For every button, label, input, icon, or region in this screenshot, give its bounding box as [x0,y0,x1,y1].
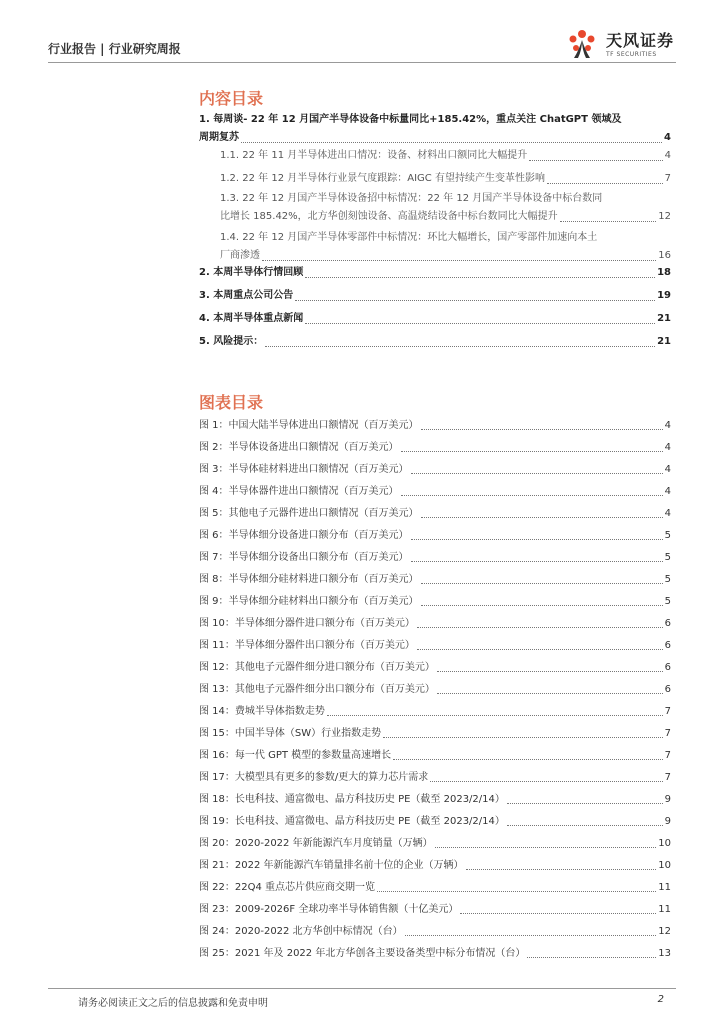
figure-entry-text: 图 10：半导体细分器件进口额分布（百万美元） [199,618,415,629]
toc-entry-text: 1.1. 22 年 11 月半导体进出口情况：设备、材料出口额同比大幅提升 [220,150,528,161]
figure-entry-text: 图 2：半导体设备进出口额情况（百万美元） [199,442,399,453]
figure-entry[interactable] [199,462,671,478]
logo-name-cn: 天风证券 [605,31,674,50]
toc-entry[interactable] [220,190,671,226]
dot-leader [265,345,655,347]
footer-divider [48,988,676,989]
figure-entry[interactable] [199,902,671,918]
figure-entry[interactable] [199,682,671,698]
toc-page-number: 21 [657,336,671,347]
toc-page-number: 19 [657,290,671,301]
toc-entry-text: 1.2. 22 年 12 月半导体行业景气度跟踪：AIGC 有望持续产生变革性影响 [220,173,545,184]
dot-leader [527,956,656,958]
figure-entry-text: 图 12：其他电子元器件细分进口额分布（百万美元） [199,662,435,673]
flower-logo-icon [562,26,602,60]
dot-leader [437,670,663,672]
figure-page-number: 9 [664,794,671,805]
figure-page-number: 6 [664,684,671,695]
toc-entry-line1: 1. 每周谈- 22 年 12 月国产半导体设备中标量同比+185.42%，重点关注 ChatGPT 领域及 [199,114,622,125]
toc-entry[interactable] [199,333,671,351]
dot-leader [421,516,663,518]
toc-entry-text: 3. 本周重点公司公告 [199,290,294,301]
figure-entry[interactable] [199,638,671,654]
dot-leader [421,428,663,430]
figure-page-number: 7 [664,772,671,783]
figure-page-number: 4 [664,442,671,453]
dot-leader [383,736,662,738]
figure-entry-text: 图 1：中国大陆半导体进出口额情况（百万美元） [199,420,419,431]
dot-leader [241,141,662,143]
figure-page-number: 7 [664,706,671,717]
figure-entry[interactable] [199,616,671,632]
figure-page-number: 12 [658,926,671,937]
figure-page-number: 7 [664,728,671,739]
dot-leader [466,868,657,870]
figure-page-number: 11 [658,882,671,893]
figure-entry-text: 图 22：22Q4 重点芯片供应商交期一览 [199,882,376,893]
figure-entry-text: 图 6：半导体细分设备进口额分布（百万美元） [199,530,409,541]
toc-page-number: 18 [657,267,671,278]
figure-entry[interactable] [199,836,671,852]
toc-entry-line2: 厂商渗透 [220,250,260,261]
figure-entry-text: 图 21：2022 年新能源汽车销量排名前十位的企业（万辆） [199,860,464,871]
dot-leader [417,626,663,628]
toc-entry-text: 4. 本周半导体重点新闻 [199,313,304,324]
dot-leader [411,560,663,562]
figure-entry[interactable] [199,814,671,830]
dot-leader [405,934,657,936]
company-logo [562,26,674,60]
figure-entry[interactable] [199,550,671,566]
figure-entry[interactable] [199,880,671,896]
dot-leader [529,159,662,161]
figure-entry[interactable] [199,594,671,610]
figure-page-number: 5 [664,552,671,563]
figure-page-number: 10 [658,838,671,849]
report-category: 行业报告 | 行业研究周报 [48,42,181,56]
figure-entry[interactable] [199,924,671,940]
disclaimer: 请务必阅读正文之后的信息披露和免责申明 [78,998,268,1009]
figure-entry[interactable] [199,506,671,522]
figure-entry-text: 图 14：费城半导体指数走势 [199,706,325,717]
dot-leader [437,692,663,694]
figure-entry[interactable] [199,572,671,588]
dot-leader [560,220,657,222]
dot-leader [401,450,663,452]
toc-entry[interactable] [220,170,671,188]
toc-entry-text: 2. 本周半导体行情回顾 [199,267,304,278]
figure-page-number: 7 [664,750,671,761]
figure-entry[interactable] [199,528,671,544]
dot-leader [421,604,663,606]
toc-page-number: 16 [658,250,671,261]
page-number: 2 [657,994,664,1005]
toc-page-number: 4 [664,150,671,161]
dot-leader [547,182,663,184]
figure-entry-text: 图 16：每一代 GPT 模型的参数量高速增长 [199,750,392,761]
dot-leader [305,322,655,324]
dot-leader [262,259,656,261]
toc-entry[interactable] [199,310,671,328]
figures-heading: 图表目录 [199,393,264,412]
figure-page-number: 5 [664,574,671,585]
figure-page-number: 4 [664,486,671,497]
toc-entry-line1: 1.4. 22 年 12 月国产半导体零部件中标情况：环比大幅增长，国产零部件加速向本土 [220,232,598,243]
figure-page-number: 4 [664,420,671,431]
toc-entry[interactable] [220,147,671,165]
logo-name-en: TF SECURITIES [605,51,657,58]
figure-entry-text: 图 4：半导体器件进出口额情况（百万美元） [199,486,399,497]
figure-entry-text: 图 13：其他电子元器件细分出口额分布（百万美元） [199,684,435,695]
figure-page-number: 13 [658,948,671,959]
figure-entry[interactable] [199,726,671,742]
figure-page-number: 11 [658,904,671,915]
figure-entry[interactable] [199,660,671,676]
figure-entry-text: 图 3：半导体硅材料进出口额情况（百万美元） [199,464,409,475]
dot-leader [411,538,663,540]
toc-entry[interactable] [199,287,671,305]
figure-entry-text: 图 11：半导体细分器件出口额分布（百万美元） [199,640,415,651]
figure-page-number: 6 [664,662,671,673]
dot-leader [421,582,663,584]
dot-leader [295,299,655,301]
figure-page-number: 4 [664,508,671,519]
dot-leader [430,780,662,782]
figure-entry-text: 图 19：长电科技、通富微电、晶方科技历史 PE（截至 2023/2/14） [199,816,505,827]
toc-page-number: 4 [664,132,671,143]
figure-entry[interactable] [199,792,671,808]
figure-entry-text: 图 9：半导体细分硅材料出口额分布（百万美元） [199,596,419,607]
toc-heading: 内容目录 [199,89,264,108]
toc-page-number: 7 [664,173,671,184]
figure-entry[interactable] [199,704,671,720]
dot-leader [435,846,657,848]
figure-entry-text: 图 24：2020-2022 北方华创中标情况（台） [199,926,403,937]
figure-entry-text: 图 17：大模型具有更多的参数/更大的算力芯片需求 [199,772,429,783]
figure-entry[interactable] [199,440,671,456]
dot-leader [327,714,663,716]
figure-entry[interactable] [199,484,671,500]
figure-entry[interactable] [199,418,671,434]
figure-entry[interactable] [199,946,671,962]
figure-entry-text: 图 25：2021 年及 2022 年北方华创各主要设备类型中标分布情况（台） [199,948,526,959]
toc-entry[interactable] [199,264,671,282]
toc-page-number: 12 [658,211,671,222]
figure-entry[interactable] [199,858,671,874]
header-divider [48,62,676,63]
figure-entry-text: 图 18：长电科技、通富微电、晶方科技历史 PE（截至 2023/2/14） [199,794,505,805]
toc-page-number: 21 [657,313,671,324]
toc-entry[interactable] [220,229,671,265]
dot-leader [305,276,655,278]
figure-page-number: 6 [664,640,671,651]
figure-page-number: 10 [658,860,671,871]
toc-entry[interactable] [199,111,671,147]
dot-leader [393,758,662,760]
dot-leader [417,648,663,650]
figure-entry[interactable] [199,770,671,786]
figure-entry-text: 图 8：半导体细分硅材料进口额分布（百万美元） [199,574,419,585]
toc-entry-text: 5. 风险提示： [199,336,264,347]
dot-leader [411,472,663,474]
figure-entry-text: 图 23：2009-2026F 全球功率半导体销售额（十亿美元） [199,904,459,915]
figure-page-number: 4 [664,464,671,475]
dot-leader [507,802,663,804]
figure-page-number: 6 [664,618,671,629]
figure-entry-text: 图 15：中国半导体（SW）行业指数走势 [199,728,382,739]
dot-leader [507,824,663,826]
figure-entry[interactable] [199,748,671,764]
figure-page-number: 9 [664,816,671,827]
figure-page-number: 5 [664,596,671,607]
toc-entry-line1: 1.3. 22 年 12 月国产半导体设备招中标情况：22 年 12 月国产半导体设备中标台数同 [220,193,603,204]
dot-leader [377,890,656,892]
dot-leader [460,912,656,914]
dot-leader [401,494,663,496]
figure-entry-text: 图 5：其他电子元器件进出口额情况（百万美元） [199,508,419,519]
toc-entry-line2: 周期复苏 [199,132,239,143]
figure-entry-text: 图 7：半导体细分设备出口额分布（百万美元） [199,552,409,563]
toc-entry-line2: 比增长 185.42%，北方华创刻蚀设备、高温烧结设备中标台数同比大幅提升 [220,211,558,222]
figure-page-number: 5 [664,530,671,541]
figure-entry-text: 图 20：2020-2022 年新能源汽车月度销量（万辆） [199,838,433,849]
